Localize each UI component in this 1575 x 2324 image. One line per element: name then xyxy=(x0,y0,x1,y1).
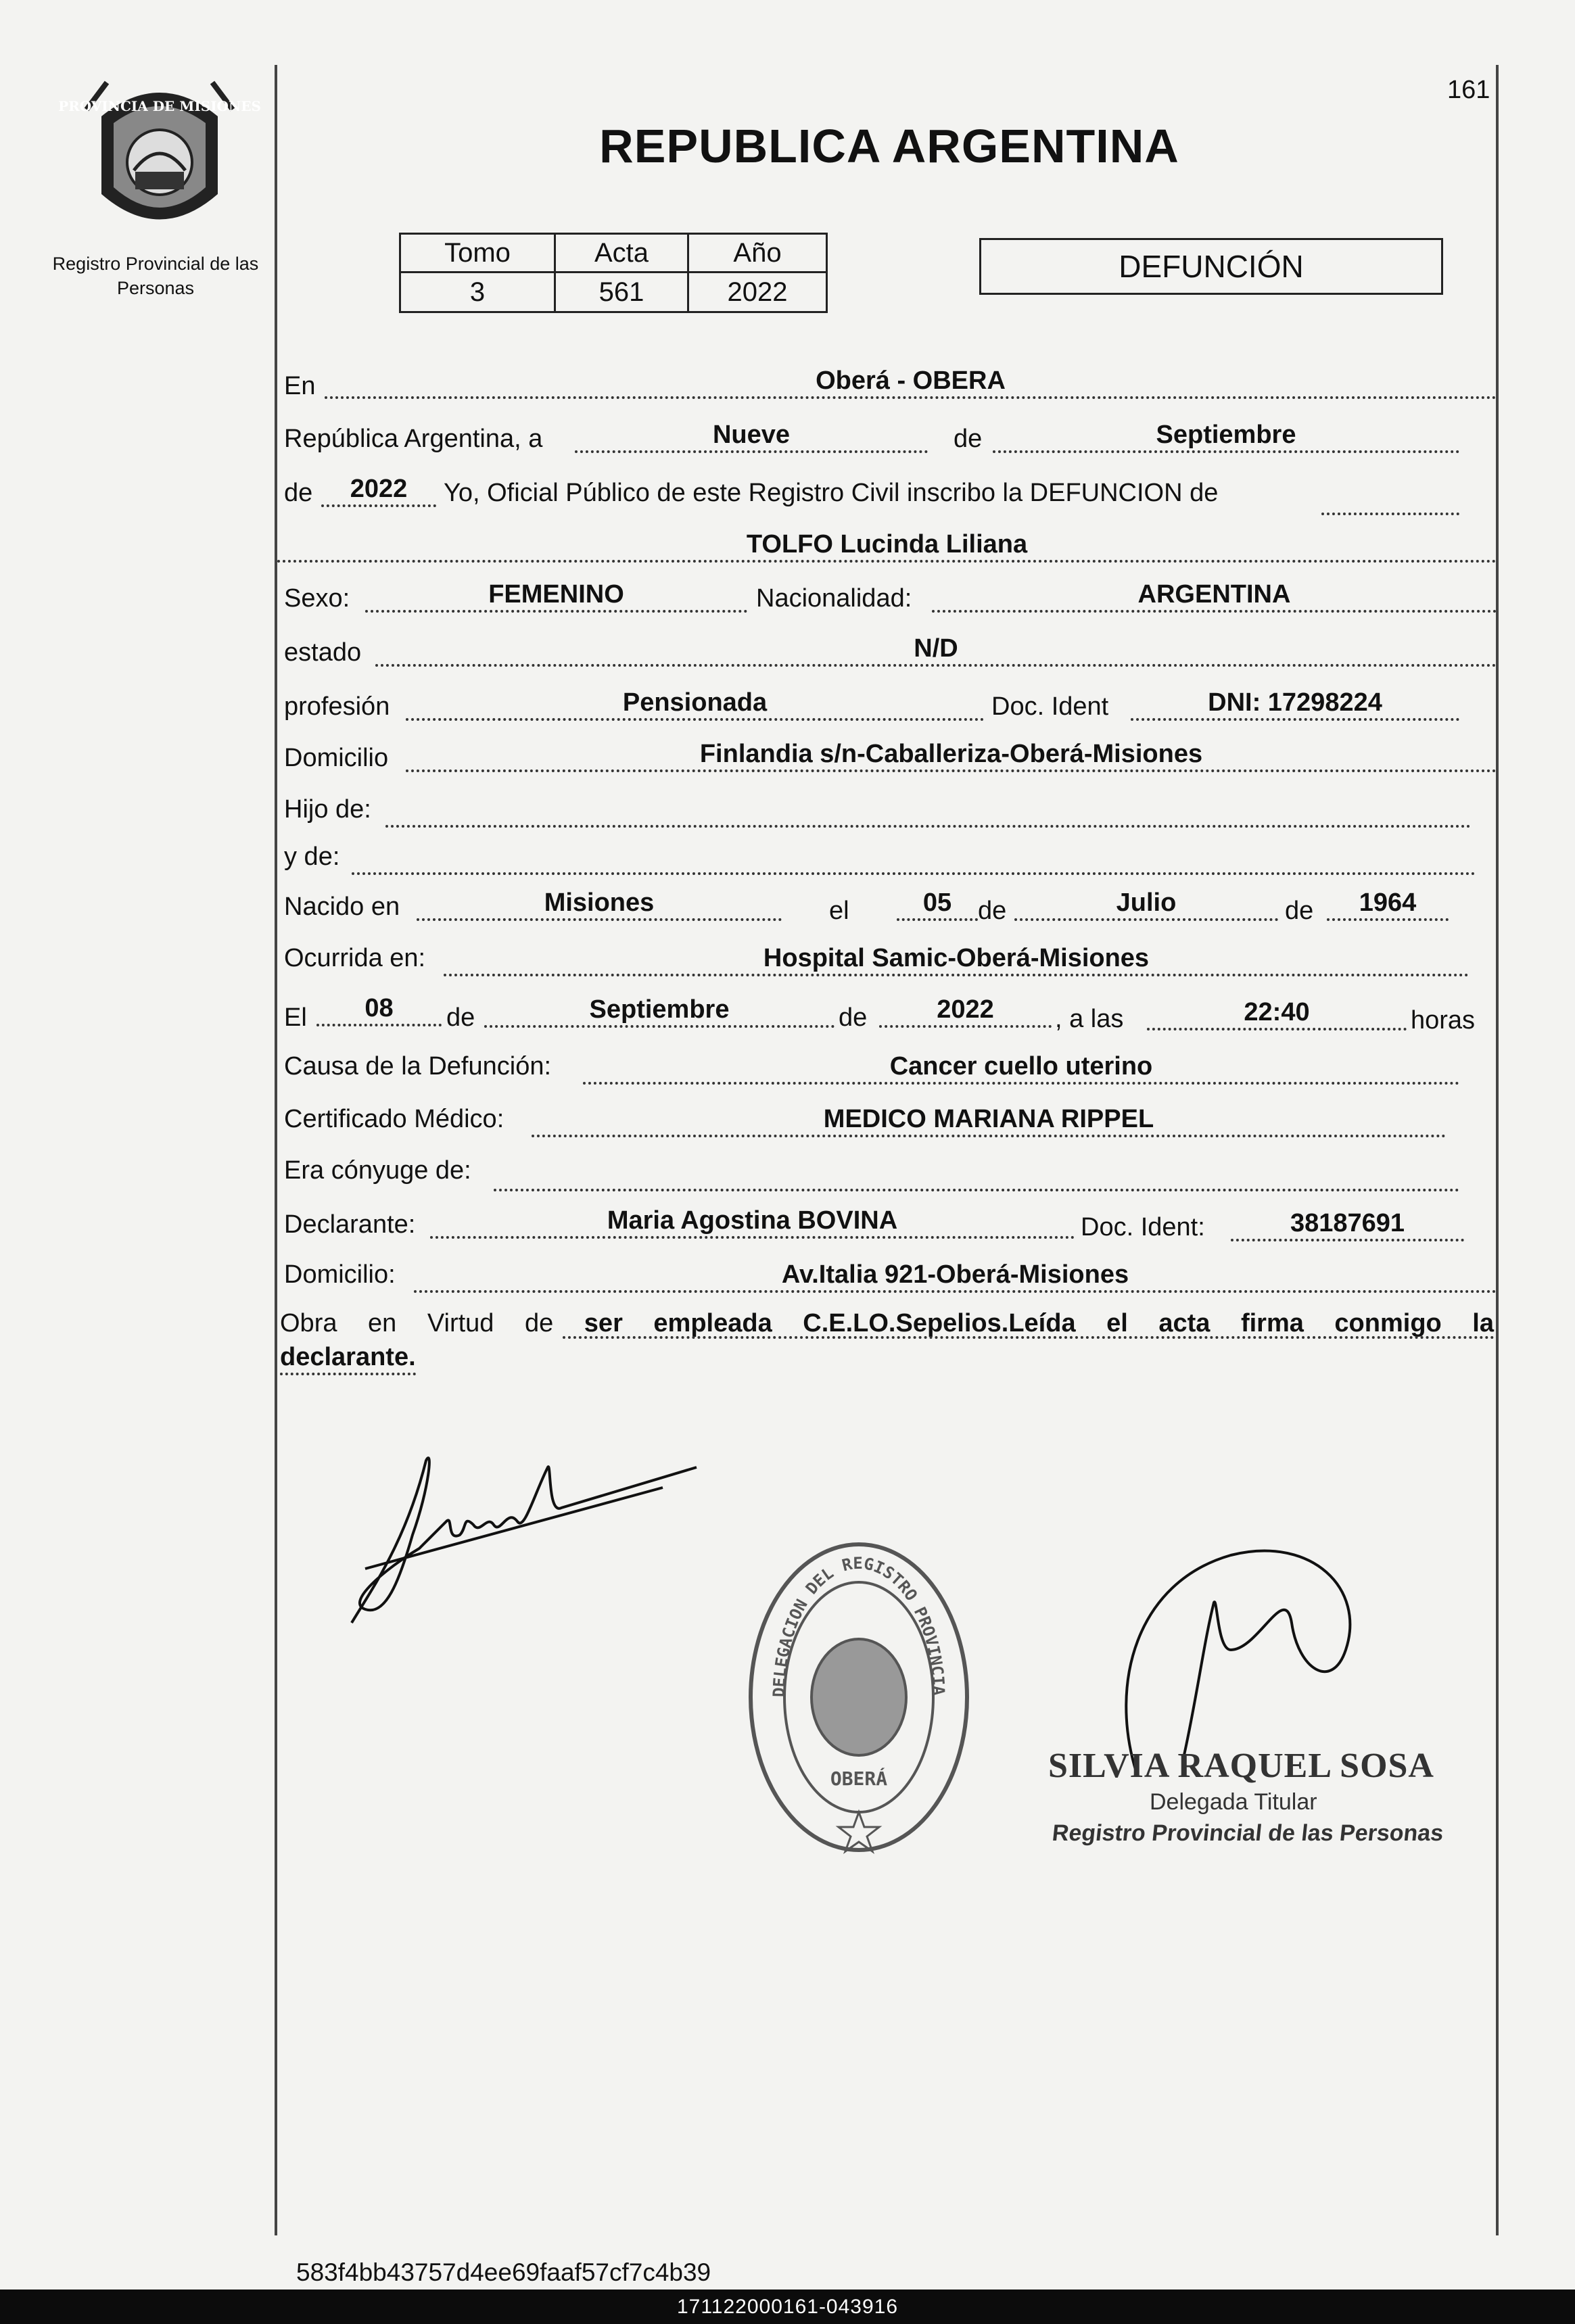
domicilio-label: Domicilio xyxy=(284,744,389,772)
stamp-outer-text: DELEGACION DEL REGISTRO PROVINCIA xyxy=(769,1553,949,1698)
de-label-4: de xyxy=(1285,897,1314,925)
yo-text: Yo, Oficial Público de este Registro Civil inscribo la DEFUNCION de xyxy=(444,479,1219,507)
day-words-field: Nueve xyxy=(575,419,928,453)
domicilio2-label: Domicilio: xyxy=(284,1260,396,1289)
nacido-mes-field: Julio xyxy=(1014,887,1278,921)
en-label: En xyxy=(284,372,316,400)
el-label-2: El xyxy=(284,1003,307,1032)
record-value-tomo: 3 xyxy=(400,272,555,312)
horas-label: horas xyxy=(1411,1006,1476,1035)
de-label-5: de xyxy=(446,1003,475,1032)
declarante-field: Maria Agostina BOVINA xyxy=(430,1205,1075,1239)
page-number: 161 xyxy=(1447,76,1490,104)
obra-line xyxy=(280,1308,1494,1339)
stamp-city-text: OBERÁ xyxy=(830,1768,888,1790)
obra-text: ser empleada C.E.LO.Sepelios.Leída el acta firma conmigo la xyxy=(584,1309,1494,1337)
de-label-1: de xyxy=(954,425,983,453)
yde-field xyxy=(352,841,1476,875)
record-header-anio: Año xyxy=(688,234,827,272)
de-label-3: de xyxy=(978,897,1007,925)
ocurrida-field: Hospital Samic-Oberá-Misiones xyxy=(444,943,1469,976)
profesion-label: profesión xyxy=(284,692,390,721)
official-stamp xyxy=(744,1535,974,1859)
document-hash: 583f4bb43757d4ee69faaf57cf7c4b39 xyxy=(296,2258,711,2286)
nacionalidad-field: ARGENTINA xyxy=(932,579,1497,613)
sexo-label: Sexo: xyxy=(284,584,350,613)
hijo-field xyxy=(385,794,1471,828)
seal-text-top: PROVINCIA DE MISIONES xyxy=(58,98,261,114)
estado-label: estado xyxy=(284,638,362,667)
year-field: 2022 xyxy=(321,473,436,507)
de-label-2: de xyxy=(284,479,313,507)
record-value-anio: 2022 xyxy=(688,272,827,312)
obra-label: Obra en Virtud de xyxy=(280,1309,554,1337)
doc-label: Doc. Ident xyxy=(991,692,1109,721)
fallec-mes-field: Septiembre xyxy=(484,994,834,1028)
obra-underline xyxy=(563,1336,1495,1339)
cert-label: Certificado Médico: xyxy=(284,1105,504,1133)
footer-bar xyxy=(0,2290,1575,2324)
doc-field: DNI: 17298224 xyxy=(1131,687,1459,721)
el-label: el xyxy=(829,897,849,925)
profesion-field: Pensionada xyxy=(406,687,984,721)
declarant-signature xyxy=(345,1433,710,1636)
hijo-label: Hijo de: xyxy=(284,795,371,824)
de-label-6: de xyxy=(839,1003,868,1032)
conyuge-label: Era cónyuge de: xyxy=(284,1156,471,1185)
month-field: Septiembre xyxy=(993,419,1459,453)
deceased-name-field: TOLFO Lucinda Liliana xyxy=(277,529,1497,563)
record-value-acta: 561 xyxy=(555,272,688,312)
page-title: REPUBLICA ARGENTINA xyxy=(599,120,1179,172)
yde-label: y de: xyxy=(284,843,340,871)
fallec-anio-field: 2022 xyxy=(879,994,1052,1028)
domicilio-field: Finlandia s/n-Caballeriza-Oberá-Misiones xyxy=(406,738,1497,772)
registry-label: Registro Provincial de las Personas xyxy=(52,254,259,298)
official-office: Registro Provincial de las Personas xyxy=(1051,1820,1445,1846)
causa-label: Causa de la Defunción: xyxy=(284,1052,552,1081)
declarante-label: Declarante: xyxy=(284,1210,416,1239)
obra-text-2: declarante. xyxy=(280,1342,416,1375)
record-table xyxy=(399,233,828,313)
alas-label: , a las xyxy=(1055,1005,1124,1033)
cert-field: MEDICO MARIANA RIPPEL xyxy=(532,1104,1446,1137)
place-field: Oberá - OBERA xyxy=(325,365,1497,399)
nacido-label: Nacido en xyxy=(284,893,400,921)
record-header-tomo: Tomo xyxy=(400,234,555,272)
yo-trailing-dots xyxy=(1321,481,1459,515)
nacido-lugar-field: Misiones xyxy=(417,887,782,921)
republica-label: República Argentina, a xyxy=(284,425,543,453)
conyuge-field xyxy=(494,1158,1459,1191)
doc2-field: 38187691 xyxy=(1231,1208,1464,1241)
record-header-acta: Acta xyxy=(555,234,688,272)
left-margin-rule xyxy=(275,65,277,2235)
official-name: SILVIA RAQUEL SOSA xyxy=(1048,1747,1434,1785)
hora-field: 22:40 xyxy=(1147,997,1407,1030)
fallec-dia-field: 08 xyxy=(316,993,442,1026)
nacionalidad-label: Nacionalidad: xyxy=(756,584,912,613)
domicilio2-field: Av.Italia 921-Oberá-Misiones xyxy=(414,1259,1497,1293)
ocurrida-label: Ocurrida en: xyxy=(284,944,426,972)
sexo-field: FEMENINO xyxy=(365,579,747,613)
provincial-seal xyxy=(58,76,261,245)
nacido-anio-field: 1964 xyxy=(1327,887,1449,921)
official-role: Delegada Titular xyxy=(1150,1789,1317,1815)
nacido-dia-field: 05 xyxy=(897,887,978,921)
causa-field: Cancer cuello uterino xyxy=(583,1051,1459,1085)
estado-field: N/D xyxy=(375,633,1497,667)
record-type-box: DEFUNCIÓN xyxy=(979,238,1443,295)
doc2-label: Doc. Ident: xyxy=(1081,1213,1205,1241)
footer-code: 171122000161-043916 xyxy=(676,2296,899,2318)
